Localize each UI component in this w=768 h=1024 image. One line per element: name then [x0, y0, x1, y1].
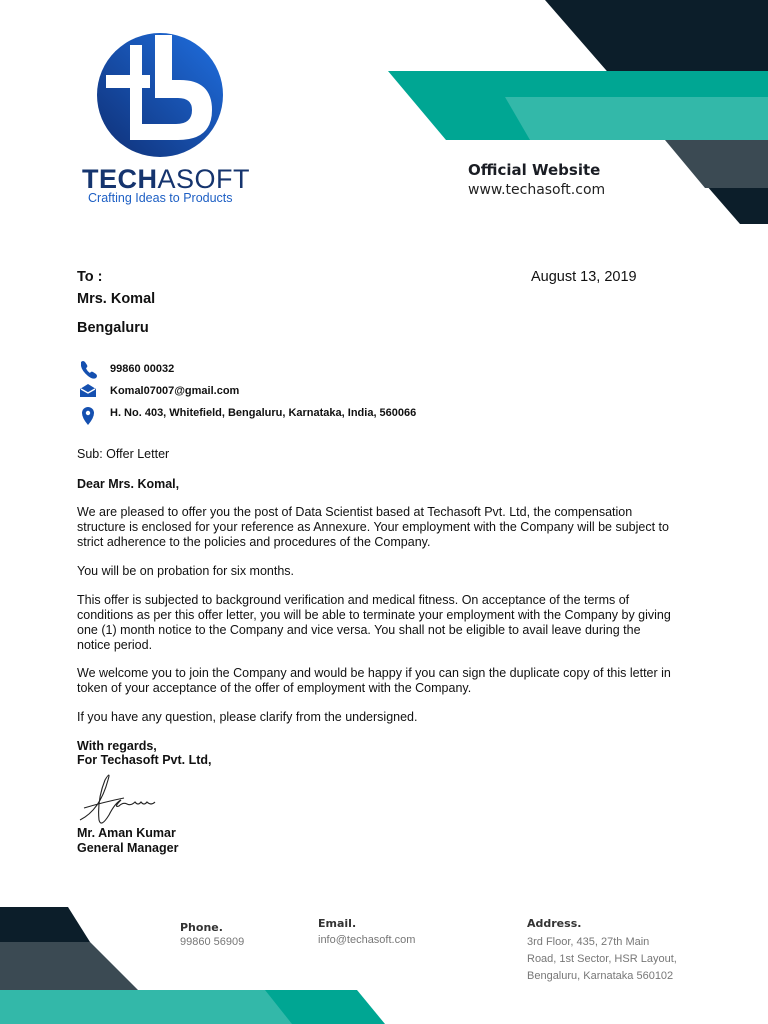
- recipient-phone: 99860 00032: [110, 363, 175, 375]
- paragraph: If you have any question, please clarify from the undersigned.: [77, 710, 418, 724]
- address-line: 3rd Floor, 435, 27th Main: [527, 936, 650, 948]
- paragraph: We are pleased to offer you the post of Data Scientist based at Techasoft Pvt. Ltd, the compensation structure is enclosed for your reference as Annexure. Your employment with the Company will be subject to strict adherence to the policies and procedures of the Company.: [77, 505, 669, 549]
- recipient-email: Komal07007@gmail.com: [110, 385, 240, 397]
- to-label: To :: [77, 269, 103, 285]
- signature: [80, 775, 155, 823]
- location-pin-icon: [82, 407, 94, 425]
- header-light-teal-shape: [505, 97, 768, 140]
- signer-title: General Manager: [77, 841, 179, 855]
- footer-light-teal-shape: [0, 990, 292, 1024]
- footer-address: [527, 934, 677, 985]
- closing-regards: With regards,: [77, 739, 157, 753]
- footer-gray-shape: [0, 942, 138, 990]
- footer-email-label: Email.: [318, 917, 357, 930]
- paragraph: This offer is subjected to background verification and medical fitness. On acceptance of the terms of conditions as per this offer letter, you will be able to terminate your employment with the Company by giving one (1) month notice to the Company and vice versa. You shall not be eligible to avail leave during the notice period.: [77, 593, 671, 652]
- footer-dark-shape: [0, 907, 90, 942]
- recipient-address: H. No. 403, Whitefield, Bengaluru, Karnataka, India, 560066: [110, 407, 417, 419]
- envelope-open-icon: [80, 384, 96, 397]
- letter-date: August 13, 2019: [531, 269, 637, 285]
- footer-phone-label: Phone.: [180, 921, 223, 934]
- logo-tagline: Crafting Ideas to Products: [88, 191, 233, 205]
- header-gray-shape: [665, 140, 768, 188]
- footer-address-label: Address.: [527, 917, 582, 930]
- paragraph: We welcome you to join the Company and would be happy if you can sign the duplicate copy of this letter in token of your acceptance of the offer of employment with the Company.: [77, 666, 671, 695]
- recipient-name: Mrs. Komal: [77, 291, 156, 307]
- website-url[interactable]: www.techasoft.com: [468, 182, 606, 198]
- recipient-city: Bengaluru: [77, 320, 149, 336]
- website-title: Official Website: [468, 161, 601, 179]
- logo-wordmark: TECHASOFT: [82, 164, 251, 194]
- address-line: Road, 1st Sector, HSR Layout,: [527, 953, 677, 965]
- paragraph: You will be on probation for six months.: [77, 564, 295, 578]
- signer-name: Mr. Aman Kumar: [77, 826, 176, 840]
- techasoft-logo-icon: [97, 33, 223, 157]
- subject-line: Sub: Offer Letter: [77, 447, 170, 461]
- salutation: Dear Mrs. Komal,: [77, 477, 180, 491]
- footer-phone: 99860 56909: [180, 936, 245, 948]
- closing-company: For Techasoft Pvt. Ltd,: [77, 753, 212, 767]
- footer-email[interactable]: info@techasoft.com: [318, 934, 416, 946]
- phone-icon: [81, 361, 97, 379]
- address-line: Bengaluru, Karnataka 560102: [527, 970, 674, 982]
